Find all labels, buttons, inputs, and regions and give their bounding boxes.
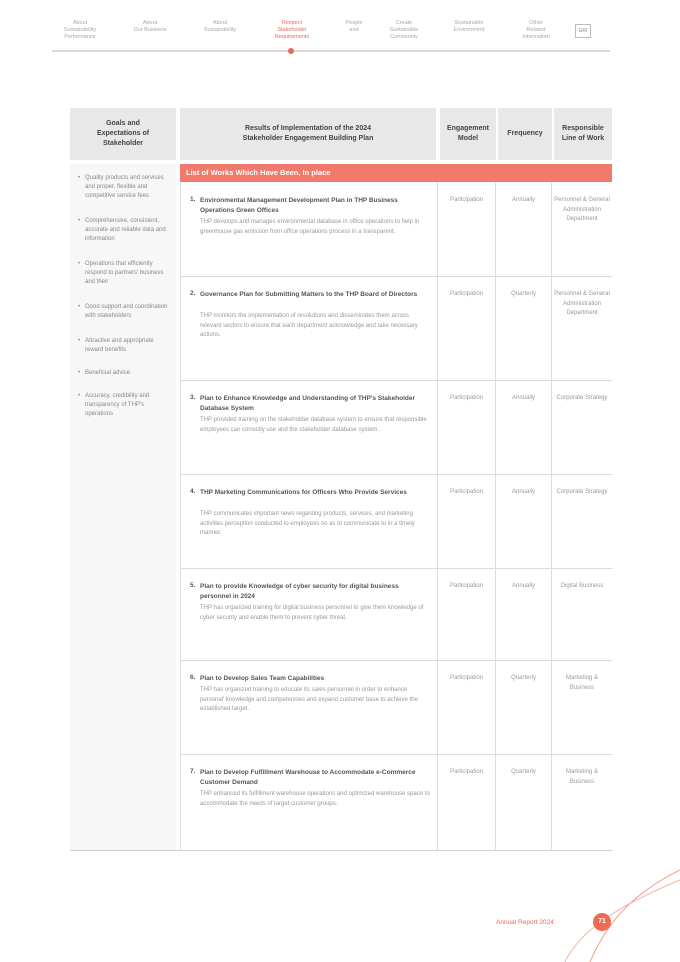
plan-cell [180, 754, 438, 850]
plan-title: Governance Plan for Submitting Matters to the THP Board of Directors [200, 291, 418, 298]
header-label: Results of Implementation of the 2024 Stakeholder Engagement Building Plan [242, 125, 374, 142]
nav-item-sustainable-community[interactable] [378, 20, 430, 41]
frequency: Annually [496, 182, 552, 276]
section-band [180, 164, 612, 182]
frequency: Quarterly [496, 276, 552, 380]
header-label: Responsible Line of Work [561, 125, 605, 142]
header-results [180, 108, 436, 160]
responsible-line: Personnel & General Administration Department [554, 291, 610, 316]
section-label: List of Works Which Have Been, In place [186, 168, 331, 177]
frequency: Quarterly [496, 754, 552, 850]
plan-description: THP communicates important news regarding products, services, and marketing activities perception conducted to employees so as to communicate to in a timely manner. [200, 511, 415, 536]
report-label: Annual Report 2024 [496, 919, 554, 926]
plan-title: Environmental Management Development Plan in THP Business Operations Green Offices [200, 197, 398, 214]
responsible-line: Corporate Strategy [556, 489, 608, 495]
nav-item-label: Other Related Information [522, 20, 550, 40]
plan-description: THP provided training on the stakeholder database system to ensure that responsible employees can correctly use and the stakeholder database system. [200, 417, 427, 433]
top-navigation [52, 20, 610, 52]
row-number: 4. [190, 488, 196, 495]
plan-cell [180, 182, 438, 276]
table-row [180, 754, 612, 850]
stakeholder-engagement-table [70, 108, 612, 851]
plan-cell [180, 660, 438, 754]
plan-cell [180, 474, 438, 568]
list-item: • Accuracy, credibility and transparency of THP's operations [78, 392, 170, 419]
frequency: Annually [496, 380, 552, 474]
nav-divider [52, 50, 610, 52]
list-item: • Attractive and appropriate reward benefits [78, 337, 170, 355]
header-label: Frequency [507, 130, 543, 137]
table-bottom-rule [70, 850, 612, 851]
responsible-line: Marketing & Business [565, 769, 598, 785]
row-number: 2. [190, 290, 196, 297]
list-item: • Comprehensive, consistent, accurate and reliable data and information [78, 217, 170, 244]
table-row [180, 380, 612, 475]
table-row [180, 568, 612, 661]
gri-label: GRI [578, 28, 588, 34]
engagement-model: Participation [438, 474, 496, 568]
list-item: • Good support and coordination with stakeholders [78, 303, 170, 321]
header-responsible [554, 108, 612, 160]
row-number: 7. [190, 768, 196, 775]
engagement-model: Participation [438, 568, 496, 660]
nav-item-sustainable-environment[interactable] [440, 20, 498, 34]
engagement-model: Participation [438, 660, 496, 754]
responsible-line: Personnel & General Administration Department [554, 197, 610, 222]
plan-description: THP has organized training for digital business personnel to give them knowledge of cyber security and enable them to prevent cyber threat. [200, 605, 424, 621]
engagement-model: Participation [438, 276, 496, 380]
list-item: • Beneficial advice [78, 369, 170, 378]
plan-title: Plan to Develop Fulfillment Warehouse to Accommodate e-Commerce Customer Demand [200, 769, 416, 786]
plan-title: THP Marketing Communications for Officers Who Provide Services [200, 489, 407, 496]
plan-title: Plan to provide Knowledge of cyber security for digital business personnel in 2024 [200, 583, 399, 600]
nav-item-our-business[interactable] [122, 20, 178, 34]
header-label: Engagement Model [446, 125, 489, 142]
list-item: • Quality products and services and proper, flexible and competitive service fees [78, 174, 170, 201]
table-row [180, 474, 612, 569]
nav-item-label: About Sustainability [203, 20, 237, 33]
page-number-badge: 71 [593, 913, 611, 931]
nav-item-label: Sustainable Environment [453, 20, 485, 33]
frequency: Quarterly [496, 660, 552, 754]
goals-column [70, 164, 176, 851]
engagement-model: Participation [438, 380, 496, 474]
row-number: 5. [190, 582, 196, 589]
plan-cell [180, 276, 438, 380]
frequency: Annually [496, 568, 552, 660]
header-frequency [498, 108, 552, 160]
nav-item-label: People and [345, 20, 363, 33]
table-row [180, 660, 612, 755]
gri-index-button[interactable] [575, 24, 591, 38]
header-engagement-model [440, 108, 496, 160]
nav-item-sustainability-performance[interactable] [52, 20, 108, 41]
table-row [180, 182, 612, 277]
engagement-model: Participation [438, 182, 496, 276]
responsible-line: Marketing & Business [565, 675, 598, 691]
plan-description: THP enhanced its fulfillment warehouse operations and optimized warehouse space to accommodate the needs of target customer groups. [200, 791, 430, 807]
nav-active-marker [288, 48, 294, 54]
engagement-model: Participation [438, 754, 496, 850]
nav-item-people[interactable] [334, 20, 374, 34]
plan-description: THP has organized training to educate its sales personnel in order to enhance personal' knowledge and competencies and expand customer base to achieve the established target. [200, 687, 418, 712]
nav-item-other-information[interactable] [510, 20, 562, 41]
row-number: 1. [190, 196, 196, 203]
header-goals [70, 108, 176, 160]
responsible-line: Corporate Strategy [556, 395, 608, 401]
goals-list [70, 164, 176, 419]
row-number: 6. [190, 674, 196, 681]
nav-item-label: Respect Stakeholder Requirements [274, 20, 310, 40]
plan-description: THP monitors the implementation of resolutions and disseminates them across relevant sectors to ensure that each department acknowledge and take necessary actions. [200, 313, 418, 338]
header-label: Goals and Expectations of Stakeholder [96, 120, 150, 147]
nav-item-label: About Our Business [133, 20, 167, 33]
plan-title: Plan to Enhance Knowledge and Understanding of THP's Stakeholder Database System [200, 395, 415, 412]
plan-cell [180, 568, 438, 660]
nav-item-label: Create Sustainable Community [389, 20, 419, 40]
nav-item-stakeholder-requirements[interactable] [262, 20, 322, 41]
nav-item-label: About Sustainability Performance [63, 20, 97, 40]
plan-cell [180, 380, 438, 474]
row-number: 3. [190, 394, 196, 401]
table-row [180, 276, 612, 381]
plan-description: THP develops and manages environmental database in office operations to help in greenhouse gas emission from office operations process in a transparent. [200, 219, 420, 235]
list-item: • Operations that efficiently respond to partners' business and their [78, 260, 170, 287]
responsible-line: Digital Business [560, 583, 604, 589]
frequency: Annually [496, 474, 552, 568]
nav-item-about-sustainability[interactable] [192, 20, 248, 34]
plan-title: Plan to Develop Sales Team Capabilities [200, 675, 325, 682]
